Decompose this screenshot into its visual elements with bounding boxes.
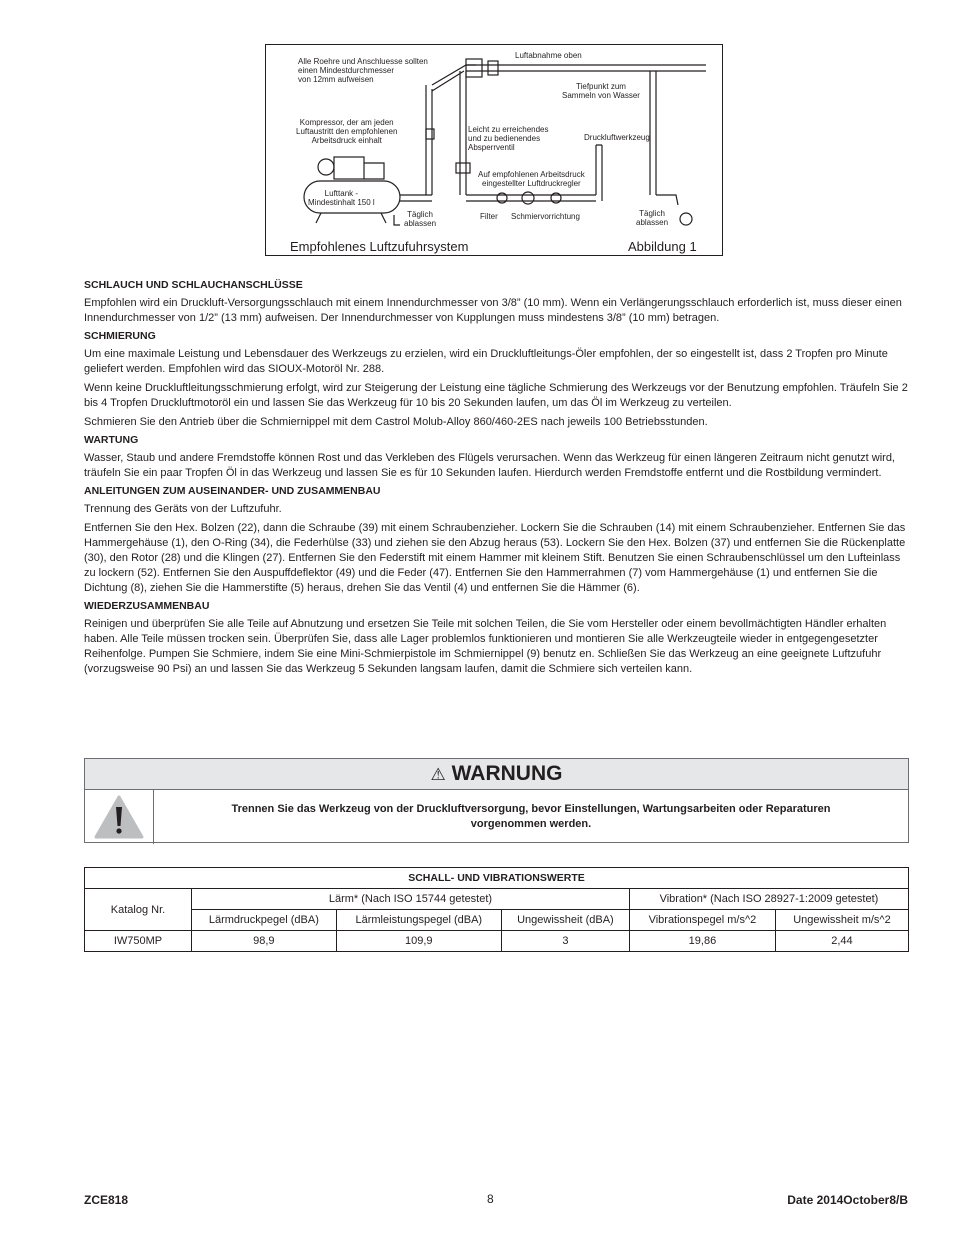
sound-vibration-table (84, 867, 909, 952)
content-body (84, 279, 909, 681)
air-supply-figure (265, 44, 723, 256)
drain-right-label: Täglich ablassen (636, 209, 669, 227)
reassembly-heading: WIEDERZUSAMMENBAU (84, 600, 210, 612)
column-header: Ungewissheit (dBA) (501, 910, 629, 931)
figure-caption-left: Empfohlenes Luftzufuhrsystem (290, 239, 469, 254)
warning-header (85, 759, 908, 790)
hose-heading: SCHLAUCH UND SCHLAUCHANSCHLÜSSE (84, 279, 303, 291)
warning-triangle-icon: ⚠ (430, 765, 446, 785)
warning-icon-cell (85, 790, 154, 844)
filter-label: Filter (480, 212, 498, 221)
warning-box (84, 758, 909, 843)
catalog-cell: IW750MP (85, 931, 192, 952)
column-header: Lärmdruckpegel (dBA) (192, 910, 337, 931)
lubrication-paragraph-3: Schmieren Sie den Antrieb über die Schmiernippel mit dem Castrol Molub-Alloy 860/460-2ES nach jeweils 100 Betriebsstunden. (84, 416, 708, 428)
reassembly-paragraph: Reinigen und überprüfen Sie alle Teile auf Abnutzung und ersetzen Sie Teile mit solchen Teilen, die Sie vom Hersteller oder einem bevollmächtigten Händler erhalten haben. Alle Teile müssen trocken sein. Überprüfen Sie, dass alle Lager problemlos funktionieren und montieren Sie alle Werkzeugteile wieder in entgegengesetzter Reihenfolge. Pumpen Sie Schmiere, indem Sie eine Mini-Schmierpistole im Schmiernippel (9) benutz en. Schließen Sie das Werkzeug an eine geeignete Luftzufuhr (vorzugsweise 90 Psi) an und lassen Sie das Werkzeug 5 Sekunden langsam laufen, damit die Schmiere sich verteilen kann. (84, 618, 887, 675)
compressor-label: Kompressor, der am jeden Luftaustritt den empfohlenen Arbeitsdruck einhalt (296, 118, 398, 145)
disassembly-paragraph-1: Trennung des Geräts von der Luftzufuhr. (84, 503, 282, 515)
value-cell: 19,86 (629, 931, 775, 952)
warning-title: WARNUNG (451, 762, 563, 785)
catalog-header: Katalog Nr. (85, 889, 192, 931)
disassembly-paragraph-2: Entfernen Sie den Hex. Bolzen (22), dann die Schraube (39) mit einem Schraubenzieher. Lockern Sie die Schrauben (14) mit einem Schraubenzieher. Entfernen Sie das Hammergehäuse (1), den O-Ring (34), die Federhülse (33) und ziehen sie den Abzug heraus (53). Lockern Sie den Hex. Bolzen (37) und entfernen Sie die Rückenplatte (30), den Rotor (28) und die Klingen (27). Entfernen Sie den Federstift mit einem Hammer mit kleinem Stift. Benutzen Sie einen Schraubenschlüssel um den Lufteinlass zu lockern (52). Entfernen Sie den Auspuffdeflektor (49) und die Feder (47). Entfernen Sie den Hammerrahmen (7) vom Hammergehäuse (1) und entfernen Sie die Dichtung (8), ziehen Sie die Hammerstifte (5) heraus, drehen Sie das Ventil (4) und entfernen Sie die Hämmer (6). (84, 522, 906, 594)
tool-label: Druckluftwerkzeug (584, 133, 650, 142)
footer-doc-code: ZCE818 (84, 1193, 129, 1207)
valve-label: Leicht zu erreichendes und zu bedienendes Absperrventil (468, 125, 549, 152)
warning-text: Trennen Sie das Werkzeug von der Druckluftversorgung, bevor Einstellungen, Wartungsarbeiten oder Reparaturen vorgenommen werden. (231, 803, 831, 830)
footer-date: Date 2014October8/B (787, 1193, 908, 1207)
column-header: Vibrationspegel m/s^2 (629, 910, 775, 931)
footer-page-number: 8 (487, 1192, 494, 1206)
tank-label: Lufttank - Mindestinhalt 150 l (308, 189, 375, 207)
air-top-label: Luftabnahme oben (515, 51, 582, 60)
vibration-header: Vibration* (Nach ISO 28927-1:2009 getestet) (629, 889, 908, 910)
maintenance-heading: WARTUNG (84, 434, 139, 446)
lubricator-label: Schmiervorrichtung (511, 212, 580, 221)
lubrication-paragraph-2: Wenn keine Druckluftleitungsschmierung erfolgt, wird zur Steigerung der Leistung eine tägliche Schmierung des Werkzeugs vor der Benutzung empfohlen. Träufeln Sie 2 bis 4 Tropfen Druckluftmotoröl ein und lassen Sie das Werkzeug für 10 bis 20 Sekunden laufen, um das Öl im Werkzeug zu verteilen. (84, 382, 908, 409)
compressor (334, 157, 364, 179)
figure-caption-right: Abbildung 1 (628, 239, 697, 254)
drain-left-label: Täglich ablassen (404, 210, 437, 228)
value-cell: 3 (501, 931, 629, 952)
column-header: Ungewissheit m/s^2 (775, 910, 908, 931)
table-title: SCHALL- UND VIBRATIONSWERTE (85, 868, 909, 889)
table-row (85, 931, 909, 952)
column-header: Lärmleistungspegel (dBA) (336, 910, 501, 931)
hose-paragraph: Empfohlen wird ein Druckluft-Versorgungsschlauch mit einem Innendurchmesser von 3/8” (10 mm). Wenn ein Verlängerungsschlauch erforderlich ist, muss dieser einen Innendurchmesser von 1/2” (13 mm) aufweisen. Der Innendurchmesser von Kupplungen muss mindestens 3/8” (10 mm) betragen. (84, 297, 902, 324)
value-cell: 2,44 (775, 931, 908, 952)
warning-body (85, 790, 908, 844)
value-cell: 98,9 (192, 931, 337, 952)
value-cell: 109,9 (336, 931, 501, 952)
disassembly-heading: ANLEITUNGEN ZUM AUSEINANDER- UND ZUSAMMENBAU (84, 485, 381, 497)
lubrication-paragraph-1: Um eine maximale Leistung und Lebensdauer des Werkzeugs zu erzielen, wird ein Druckluftleitungs-Öler empfohlen, der so eingestellt ist, dass 2 Tropfen pro Minute geliefert werden. Empfohlen wird das SIOUX-Motoröl Nr. 288. (84, 348, 888, 375)
lubrication-heading: SCHMIERUNG (84, 330, 156, 342)
noise-header: Lärm* (Nach ISO 15744 getestet) (192, 889, 630, 910)
low-point-label: Tiefpunkt zum Sammeln von Wasser (562, 82, 640, 100)
exclamation-triangle-icon (94, 795, 144, 839)
pipes-label: Alle Roehre und Anschluesse sollten einen Mindestdurchmesser von 12mm aufweisen (298, 57, 428, 84)
maintenance-paragraph: Wasser, Staub und andere Fremdstoffe können Rost und das Verkleben des Flügels verursachen. Wenn das Werkzeug für einen längeren Zeitraum nicht genutzt wird, träufeln Sie ein paar Tropfen Öl in das Werkzeug und lassen Sie es für 10 Sekunden laufen. Hierdurch werden Fremdstoffe entfernt und die Rostbildung vermindert. (84, 452, 895, 479)
regulator-label: Auf empfohlenen Arbeitsdruck eingestellter Luftdruckregler (478, 170, 585, 188)
